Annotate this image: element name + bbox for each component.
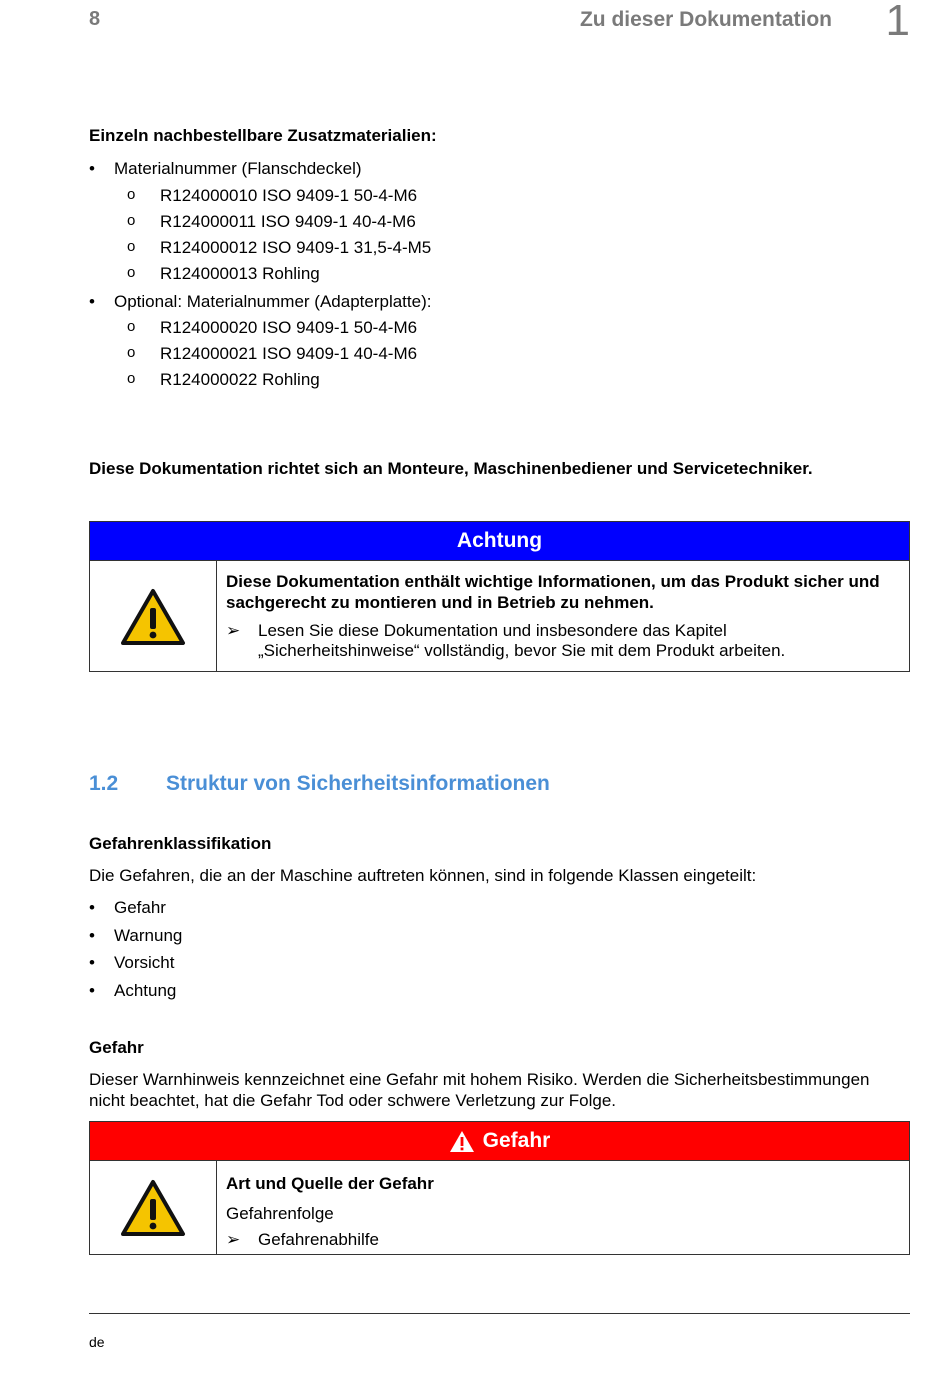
list-item	[89, 264, 431, 292]
gefahr-description: Dieser Warnhinweis kennzeichnet eine Gefahr mit hohem Risiko. Werden die Sicherheitsbestimmungen nicht beachtet, hat die Gefahr Tod oder schwere Verletzung zur Folge.	[89, 1070, 870, 1110]
notice-header	[90, 1122, 909, 1161]
sub-bullet-mark: o	[127, 212, 136, 229]
bullet-mark: •	[89, 981, 95, 1000]
material-item: R124000011 ISO 9409-1 40-4-M6	[160, 212, 416, 231]
sub-bullet-mark: o	[127, 238, 136, 255]
footer-divider	[89, 1313, 910, 1314]
warning-triangle-icon	[120, 588, 186, 646]
hazard-remedy-row	[226, 1230, 899, 1250]
list-item	[89, 344, 431, 370]
list-item	[89, 981, 182, 1008]
class-label: Gefahr	[114, 898, 166, 917]
notice-title: Gefahr	[482, 1129, 551, 1152]
audience-statement: Diese Dokumentation richtet sich an Monteure, Maschinenbediener und Servicetechniker.	[89, 459, 813, 478]
sub-bullet-mark: o	[127, 370, 136, 387]
group-label-flanschdeckel: Materialnummer (Flanschdeckel)	[114, 159, 362, 178]
instruction-line: Lesen Sie diese Dokumentation und insbesondere das Kapitel	[258, 621, 727, 640]
material-item: R124000012 ISO 9409-1 31,5-4-M5	[160, 238, 432, 257]
notice-icon-cell	[90, 1161, 217, 1255]
list-item	[89, 318, 431, 344]
arrow-bullet-icon: ➢	[226, 1230, 241, 1249]
class-label: Warnung	[114, 926, 183, 945]
list-item	[89, 212, 431, 238]
hazard-source: Art und Quelle der Gefahr	[226, 1174, 434, 1193]
classification-list	[89, 898, 182, 1008]
bullet-mark: •	[89, 953, 95, 972]
notice-message: Diese Dokumentation enthält wichtige Informationen, um das Produkt sicher und sachgerecht zu montieren und in Betrieb zu nehmen.	[226, 572, 880, 612]
instruction-line: „Sicherheitshinweise“ vollständig, bevor Sie mit dem Produkt arbeiten.	[258, 641, 786, 660]
footer-language: de	[89, 1334, 105, 1350]
sub-bullet-mark: o	[127, 344, 136, 361]
section-title: Struktur von Sicherheitsinformationen	[166, 772, 550, 795]
class-label: Vorsicht	[114, 953, 175, 972]
arrow-bullet-icon: ➢	[226, 621, 241, 640]
list-item	[89, 292, 431, 318]
classification-intro: Die Gefahren, die an der Maschine auftreten können, sind in folgende Klassen eingeteilt:	[89, 866, 757, 885]
warning-triangle-icon	[120, 1179, 186, 1237]
group-label-adapterplatte: Optional: Materialnummer (Adapterplatte):	[114, 292, 432, 311]
materials-list	[89, 159, 431, 396]
notice-icon-cell	[90, 561, 217, 672]
gefahr-heading: Gefahr	[89, 1038, 144, 1057]
gefahr-notice	[89, 1121, 910, 1255]
sub-bullet-mark: o	[127, 186, 136, 203]
material-item: R124000021 ISO 9409-1 40-4-M6	[160, 344, 418, 363]
materials-heading: Einzeln nachbestellbare Zusatzmaterialien:	[89, 126, 437, 145]
warning-sign-icon	[449, 1130, 475, 1153]
notice-header: Achtung	[90, 522, 909, 561]
notice-text-cell	[217, 561, 909, 672]
section-number: 1.2	[89, 772, 119, 795]
list-item	[89, 238, 431, 264]
classification-heading: Gefahrenklassifikation	[89, 834, 272, 853]
material-item: R124000020 ISO 9409-1 50-4-M6	[160, 318, 418, 337]
list-item	[89, 926, 182, 953]
material-item: R124000013 Rohling	[160, 264, 320, 283]
bullet-mark: •	[89, 898, 95, 917]
hazard-remedy: Gefahrenabhilfe	[258, 1230, 379, 1249]
list-item	[89, 898, 182, 926]
list-item	[89, 953, 182, 981]
sub-bullet-mark: o	[127, 318, 136, 335]
list-item	[89, 186, 431, 212]
material-item: R124000022 Rohling	[160, 370, 320, 389]
header-title: Zu dieser Dokumentation	[579, 8, 832, 31]
bullet-mark: •	[89, 292, 95, 311]
bullet-mark: •	[89, 926, 95, 945]
sub-bullet-mark: o	[127, 264, 136, 281]
page-number: 8	[89, 8, 101, 30]
bullet-mark: •	[89, 159, 95, 178]
class-label: Achtung	[114, 981, 177, 1000]
material-item: R124000010 ISO 9409-1 50-4-M6	[160, 186, 418, 205]
list-item	[89, 370, 431, 396]
chapter-number: 1	[885, 0, 910, 45]
hazard-consequence: Gefahrenfolge	[226, 1204, 334, 1223]
notice-text-cell	[217, 1161, 909, 1255]
achtung-notice	[89, 521, 910, 672]
list-item	[89, 159, 431, 186]
notice-instruction	[226, 621, 899, 661]
